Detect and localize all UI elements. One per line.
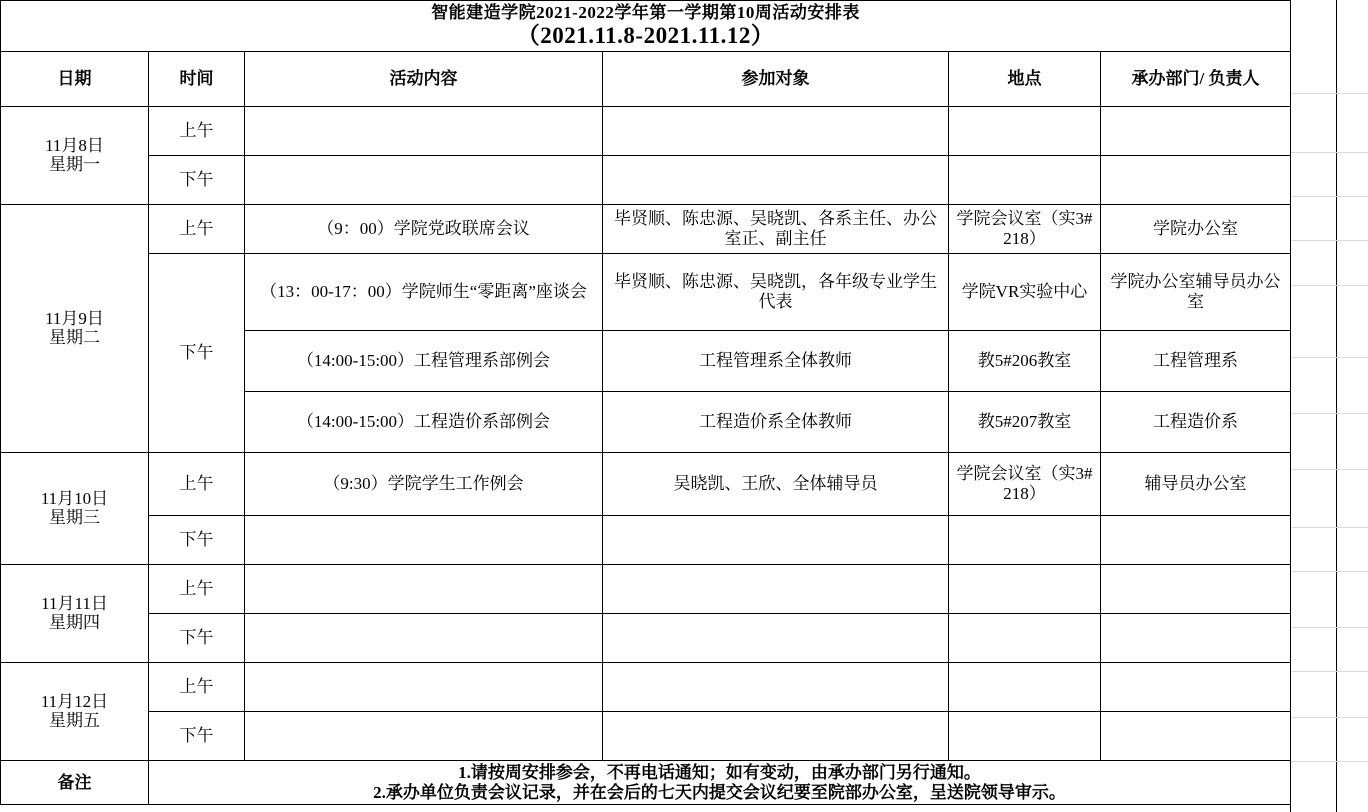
time-cell: 上午 bbox=[149, 106, 245, 155]
department-cell bbox=[1101, 564, 1291, 613]
header-participants: 参加对象 bbox=[603, 51, 949, 106]
location-cell: 学院会议室（实3#218） bbox=[949, 452, 1101, 515]
location-cell bbox=[949, 711, 1101, 760]
department-cell bbox=[1101, 613, 1291, 662]
content-cell: （14:00-15:00）工程管理系部例会 bbox=[245, 330, 603, 391]
participants-cell bbox=[603, 515, 949, 564]
time-cell: 下午 bbox=[149, 711, 245, 760]
location-cell bbox=[949, 564, 1101, 613]
time-cell: 上午 bbox=[149, 662, 245, 711]
department-cell bbox=[1101, 515, 1291, 564]
time-cell: 下午 bbox=[149, 253, 245, 452]
location-cell bbox=[949, 204, 1101, 253]
table-row bbox=[1, 662, 1291, 711]
table-row bbox=[1, 515, 1291, 564]
title-main-text: 智能建造学院2021-2022学年第一学期第10周活动安排表 bbox=[431, 3, 860, 22]
title-row bbox=[1, 1, 1291, 52]
content-cell: （9:30）学院学生工作例会 bbox=[245, 452, 603, 515]
department-cell: 学院办公室 bbox=[1101, 204, 1291, 253]
location-cell bbox=[949, 106, 1101, 155]
time-cell: 下午 bbox=[149, 155, 245, 204]
table-row bbox=[1, 253, 1291, 330]
date-cell-nov11: 11月11日 星期四 bbox=[1, 564, 149, 662]
content-cell bbox=[245, 711, 603, 760]
location-cell: 教5#206教室 bbox=[949, 330, 1101, 391]
content-cell bbox=[245, 515, 603, 564]
content-cell: （13：00-17：00）学院师生“零距离”座谈会 bbox=[245, 253, 603, 330]
time-cell: 上午 bbox=[149, 452, 245, 515]
time-cell: 上午 bbox=[149, 204, 245, 253]
location-cell bbox=[949, 515, 1101, 564]
content-cell: （14:00-15:00）工程造价系部例会 bbox=[245, 391, 603, 452]
header-content: 活动内容 bbox=[245, 51, 603, 106]
footer-note-line-2: 2.承办单位负责会议记录，并在会后的七天内提交会议纪要至院部办公室，呈送院领导审示。 bbox=[373, 782, 1066, 802]
location-cell bbox=[949, 662, 1101, 711]
department-cell: 辅导员办公室 bbox=[1101, 452, 1291, 515]
table-header-row bbox=[1, 51, 1291, 106]
participants-cell: 工程造价系全体教师 bbox=[603, 391, 949, 452]
department-cell: 学院办公室辅导员办公室 bbox=[1101, 253, 1291, 330]
footer-note-line-1: 1.请按周安排参会，不再电话通知；如有变动，由承办部门另行通知。 bbox=[458, 762, 981, 782]
participants-cell: 工程管理系全体教师 bbox=[603, 330, 949, 391]
content-cell: （9：00）学院党政联席会议 bbox=[245, 204, 603, 253]
header-department: 承办部门/ 负责人 bbox=[1101, 51, 1291, 106]
table-row bbox=[1, 711, 1291, 760]
footer-label: 备注 bbox=[1, 760, 149, 804]
participants-cell bbox=[603, 564, 949, 613]
location-cell: 教5#207教室 bbox=[949, 391, 1101, 452]
footer-note bbox=[149, 760, 1291, 804]
participants-cell bbox=[603, 613, 949, 662]
participants-cell bbox=[603, 155, 949, 204]
department-cell bbox=[1101, 155, 1291, 204]
location-text: 学院会议室（实3#218） bbox=[956, 209, 1093, 248]
department-cell bbox=[1101, 662, 1291, 711]
content-cell bbox=[245, 155, 603, 204]
header-date: 日期 bbox=[1, 51, 149, 106]
location-cell bbox=[949, 155, 1101, 204]
participants-cell bbox=[603, 662, 949, 711]
participants-cell: 毕贤顺、陈忠源、吴晓凯，各年级专业学生代表 bbox=[603, 253, 949, 330]
location-cell bbox=[949, 613, 1101, 662]
table-row bbox=[1, 204, 1291, 253]
content-cell bbox=[245, 564, 603, 613]
empty-columns-rail bbox=[1290, 0, 1368, 812]
content-cell bbox=[245, 613, 603, 662]
table-row bbox=[1, 452, 1291, 515]
table-row bbox=[1, 564, 1291, 613]
table-row bbox=[1, 613, 1291, 662]
participants-cell bbox=[603, 204, 949, 253]
content-cell bbox=[245, 106, 603, 155]
time-cell: 上午 bbox=[149, 564, 245, 613]
participants-text: 毕贤顺、陈忠源、吴晓凯、各系主任、办公室正、副主任 bbox=[614, 209, 937, 248]
department-cell: 工程管理系 bbox=[1101, 330, 1291, 391]
department-cell bbox=[1101, 711, 1291, 760]
date-cell-nov12: 11月12日 星期五 bbox=[1, 662, 149, 760]
date-cell-nov8: 11月8日 星期一 bbox=[1, 106, 149, 204]
table-row bbox=[1, 106, 1291, 155]
title-sub-text: （2021.11.8-2021.11.12） bbox=[516, 22, 775, 48]
footer-row bbox=[1, 760, 1291, 804]
participants-cell bbox=[603, 711, 949, 760]
table-row bbox=[1, 155, 1291, 204]
header-time: 时间 bbox=[149, 51, 245, 106]
date-cell-nov10: 11月10日 星期三 bbox=[1, 452, 149, 564]
participants-cell bbox=[603, 106, 949, 155]
department-cell: 工程造价系 bbox=[1101, 391, 1291, 452]
participants-cell: 吴晓凯、王欣、全体辅导员 bbox=[603, 452, 949, 515]
date-cell-nov9: 11月9日 星期二 bbox=[1, 204, 149, 452]
content-cell bbox=[245, 662, 603, 711]
time-cell: 下午 bbox=[149, 515, 245, 564]
header-location: 地点 bbox=[949, 51, 1101, 106]
location-cell: 学院VR实验中心 bbox=[949, 253, 1101, 330]
time-cell: 下午 bbox=[149, 613, 245, 662]
department-cell bbox=[1101, 106, 1291, 155]
document-title bbox=[1, 1, 1291, 52]
